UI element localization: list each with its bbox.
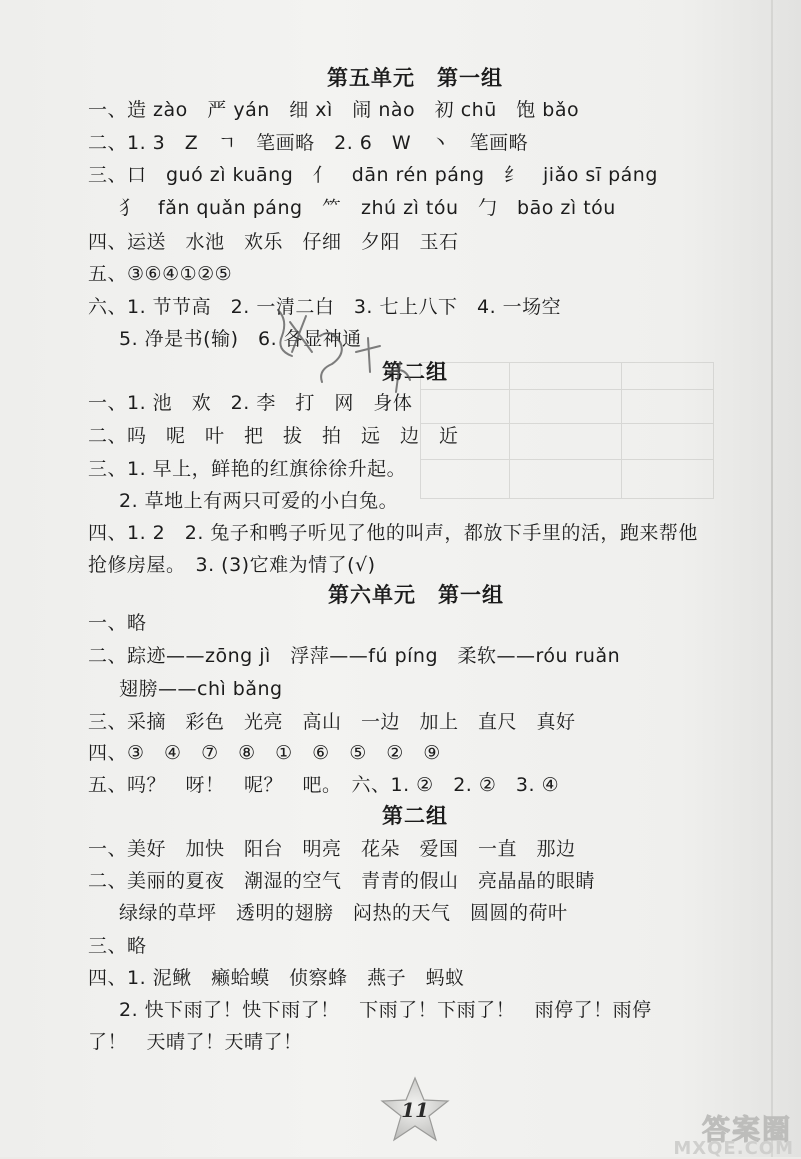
page-number-badge bbox=[380, 1076, 450, 1142]
watermark bbox=[660, 1108, 800, 1158]
watermark-logo-text: 答案圈 bbox=[701, 1113, 792, 1146]
answer-line: 5. 净是书(输) 6. 各显神通 bbox=[119, 328, 362, 350]
answer-line: 一、造 zào 严 yán 细 xì 闹 nào 初 chū 饱 bǎo bbox=[88, 99, 580, 121]
answer-line: 三、1. 早上，鲜艳的红旗徐徐升起。 bbox=[88, 458, 407, 480]
answer-line: 四、运送 水池 欢乐 仔细 夕阳 玉石 bbox=[88, 231, 459, 253]
answer-line: 二、踪迹——zōng jì 浮萍——fú píng 柔软——róu ruǎn bbox=[88, 645, 621, 667]
pencil-scribble bbox=[260, 292, 450, 412]
answer-line: 二、美丽的夏夜 潮湿的空气 青青的假山 亮晶晶的眼睛 bbox=[88, 870, 596, 892]
answer-line: 五、吗？ 呀！ 呢？ 吧。 六、1. ② 2. ② 3. ④ bbox=[88, 774, 560, 796]
answer-line: 2. 草地上有两只可爱的小白兔。 bbox=[119, 490, 399, 512]
answer-line: 2. 快下雨了！快下雨了！ 下雨了！下雨了！ 雨停了！雨停 bbox=[119, 999, 652, 1021]
answer-line: 三、口 guó zì kuāng 亻 dān rén páng 纟 jiǎo sī páng bbox=[88, 164, 658, 186]
unit5-group1-heading: 第五单元 第一组 bbox=[327, 66, 503, 90]
answer-line: 四、1. 泥鳅 癞蛤蟆 侦察蜂 燕子 蚂蚁 bbox=[88, 967, 465, 989]
answer-line: 四、③ ④ ⑦ ⑧ ① ⑥ ⑤ ② ⑨ bbox=[88, 742, 441, 764]
answer-line: 翅膀——chì bǎng bbox=[119, 678, 283, 700]
answer-line: 二、吗 呢 叶 把 拔 拍 远 边 近 bbox=[88, 425, 459, 447]
answer-line: 四、1. 2 2. 兔子和鸭子听见了他的叫声，都放下手里的活，跑来帮他 bbox=[88, 522, 698, 544]
unit6-group1-heading: 第六单元 第一组 bbox=[328, 583, 504, 607]
answer-line: 抢修房屋。 3. (3)它难为情了(√) bbox=[88, 554, 376, 576]
page-number: 11 bbox=[401, 1098, 429, 1122]
page-fold-shadow bbox=[771, 0, 773, 1157]
answer-line: 犭 fǎn quǎn páng ⺮ zhú zì tóu 勹 bāo zì tóu bbox=[119, 197, 616, 219]
answer-line: 一、1. 池 欢 2. 李 打 网 身体 bbox=[88, 392, 413, 414]
bleed-through-table bbox=[420, 362, 714, 499]
answer-line: 二、1. 3 Z ㄱ 笔画略 2. 6 W 丶 笔画略 bbox=[88, 132, 529, 154]
watermark-url: MXQE.COM bbox=[673, 1138, 794, 1159]
answer-line: 五、③⑥④①②⑤ bbox=[88, 263, 233, 285]
answer-line: 三、采摘 彩色 光亮 高山 一边 加上 直尺 真好 bbox=[88, 711, 576, 733]
answer-line: 了！ 天晴了！天晴了！ bbox=[88, 1031, 303, 1053]
answer-line: 三、略 bbox=[88, 935, 147, 957]
answer-line: 一、美好 加快 阳台 明亮 花朵 爱国 一直 那边 bbox=[88, 838, 576, 860]
unit6-group2-heading: 第二组 bbox=[382, 804, 448, 828]
answer-line: 绿绿的草坪 透明的翅膀 闷热的天气 圆圆的荷叶 bbox=[119, 902, 568, 924]
answer-line: 一、略 bbox=[88, 612, 147, 634]
answer-line: 六、1. 节节高 2. 一清二白 3. 七上八下 4. 一场空 bbox=[88, 296, 562, 318]
unit5-group2-heading: 第二组 bbox=[382, 360, 448, 384]
